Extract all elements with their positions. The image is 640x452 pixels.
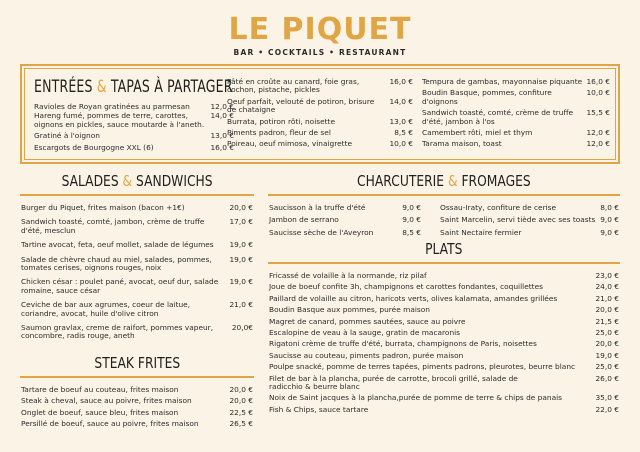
menu-item: Jambon de serrano 9,0 € [269, 215, 421, 225]
steak-title: STEAK FRITES [94, 354, 180, 372]
entrees-frame-inner [24, 68, 616, 160]
menu-header [0, 14, 640, 57]
menu-item: Sandwich toasté, comté, jambon, crème de truffe d'été, mesclun 17,0 € [21, 217, 253, 235]
menu-item: Chicken césar : poulet pané, avocat, oeuf dur, salade romaine, sauce césar 19,0 € [21, 277, 253, 295]
fromages-list [440, 204, 619, 237]
menu-item: Tempura de gambas, mayonnaise piquante 16,0 € [422, 77, 610, 86]
menu-item: Hareng fumé, pommes de terre, carottes, oignons en pickles, sauce moutarde à l'aneth. 14,0 € [34, 111, 234, 129]
charcuterie-list [269, 204, 421, 237]
menu-item: Saumon gravlax, creme de raifort, pommes vapeur, concombre, radis rouge, aneth 20,0€ [21, 323, 253, 341]
menu-item: Oeuf parfait, velouté de potiron, brisure de chataigne 14,0 € [227, 96, 413, 115]
menu-item: Filet de bar à la plancha, purée de carrotte, brocoli grillé, salade de radicchio & beurre blanc 26,0 € [269, 373, 619, 392]
menu-item: Pâté en croûte au canard, foie gras, cochon, pistache, pickles 16,0 € [227, 77, 413, 95]
salades-title: SALADES & SANDWICHS [61, 172, 213, 190]
plats-divider [268, 262, 620, 264]
menu-item: Burger du Piquet, frites maison (bacon +1€) 20,0 € [21, 203, 253, 212]
entrees-list-1 [34, 103, 234, 152]
steak-list [21, 386, 253, 429]
menu-item: Rigatoni crème de truffe d'été, burrata, champignons de Paris, noisettes 20,0 € [269, 339, 619, 349]
menu-item: Piments padron, fleur de sel 8,5 € [227, 128, 413, 138]
menu-item: Saint Nectaire fermier 9,0 € [440, 227, 619, 237]
entrees-title: ENTRÉES & TAPAS À PARTAGER [34, 77, 233, 97]
entrees-col-3 [422, 78, 610, 149]
menu-item: Sandwich toasté, comté, crème de truffe d'été, jambon à l'os 15,5 € [422, 108, 610, 126]
menu-item: Tartine avocat, feta, oeuf mollet, salade de légumes 19,0 € [21, 240, 253, 250]
menu-item: Poireau, oeuf mimosa, vinaigrette 10,0 € [227, 139, 413, 149]
menu-item: Saint Marcelin, servi tiède avec ses toasts 9,0 € [440, 215, 619, 225]
restaurant-logo: LE PIQUET [228, 12, 412, 47]
menu-item: Noix de Saint jacques à la plancha,purée de pomme de terre & chips de panais 35,0 € [269, 393, 619, 403]
salades-divider [20, 194, 254, 196]
menu-item: Salade de chèvre chaud au miel, salades, pommes, tomates cerises, oignons rouges, noix 19,0 € [21, 254, 253, 273]
menu-item: Burrata, potiron rôti, noisette 13,0 € [227, 116, 413, 126]
salades-list [21, 204, 253, 341]
menu-item: Saucisse au couteau, piments padron, purée maison 19,0 € [269, 350, 619, 360]
menu-item: Ravioles de Royan gratinées au parmesan 12,0 € [34, 102, 234, 111]
menu-item: Tartare de boeuf au couteau, frites maison 20,0 € [21, 385, 253, 394]
steak-divider [20, 376, 254, 378]
menu-item: Tarama maison, toast 12,0 € [422, 139, 610, 149]
menu-item: Paillard de volaille au citron, haricots verts, olives kalamata, amandes grillées 21,0 € [269, 293, 619, 303]
menu-item: Saucisson à la truffe d'été 9,0 € [269, 203, 421, 212]
entrees-col-2 [227, 78, 413, 149]
menu-item: Poulpe snacké, pomme de terres tapées, piments padrons, pleurotes, beurre blanc 25,0 € [269, 362, 619, 372]
entrees-frame [20, 64, 620, 164]
menu-item: Joue de boeuf confite 3h, champignons et carottes fondantes, coquillettes 24,0 € [269, 282, 619, 292]
entrees-col-1 [34, 77, 234, 152]
menu-item: Boudin Basque, pommes, confiture d'oignons 10,0 € [422, 88, 610, 106]
menu-item: Persillé de boeuf, sauce au poivre, frites maison 26,5 € [21, 419, 253, 429]
menu-item: Gratiné à l'oignon 13,0 € [34, 131, 234, 141]
menu-item: Fricassé de volaille à la normande, riz pilaf 23,0 € [269, 271, 619, 280]
plats-title: PLATS [425, 240, 463, 258]
menu-item: Magret de canard, pommes sautées, sauce au poivre 21,5 € [269, 316, 619, 326]
menu-item: Ceviche de bar aux agrumes, coeur de laitue, coriandre, avocat, huile d'olive citron 21,0 € [21, 300, 253, 318]
menu-item: Onglet de boeuf, sauce bleu, frites maison 22,5 € [21, 407, 253, 417]
charcuterie-divider [268, 194, 620, 196]
charcuterie-title: CHARCUTERIE & FROMAGES [357, 172, 531, 190]
plats-list [269, 272, 619, 414]
menu-item: Escalopine de veau à la sauge, gratin de macaronis 25,0 € [269, 328, 619, 338]
tagline: BAR • COCKTAILS • RESTAURANT [233, 48, 407, 57]
menu-item: Saucisse sèche de l'Aveyron 8,5 € [269, 227, 421, 237]
menu-item: Ossau-Iraty, confiture de cerise 8,0 € [440, 203, 619, 212]
menu-item: Boudin Basque aux pommes, purée maison 20,0 € [269, 305, 619, 315]
menu-item: Fish & Chips, sauce tartare 22,0 € [269, 404, 619, 414]
menu-item: Steak à cheval, sauce au poivre, frites maison 20,0 € [21, 396, 253, 406]
menu-item: Escargots de Bourgogne XXL (6) 16,0 € [34, 142, 234, 152]
menu-item: Camembert rôti, miel et thym 12,0 € [422, 128, 610, 138]
